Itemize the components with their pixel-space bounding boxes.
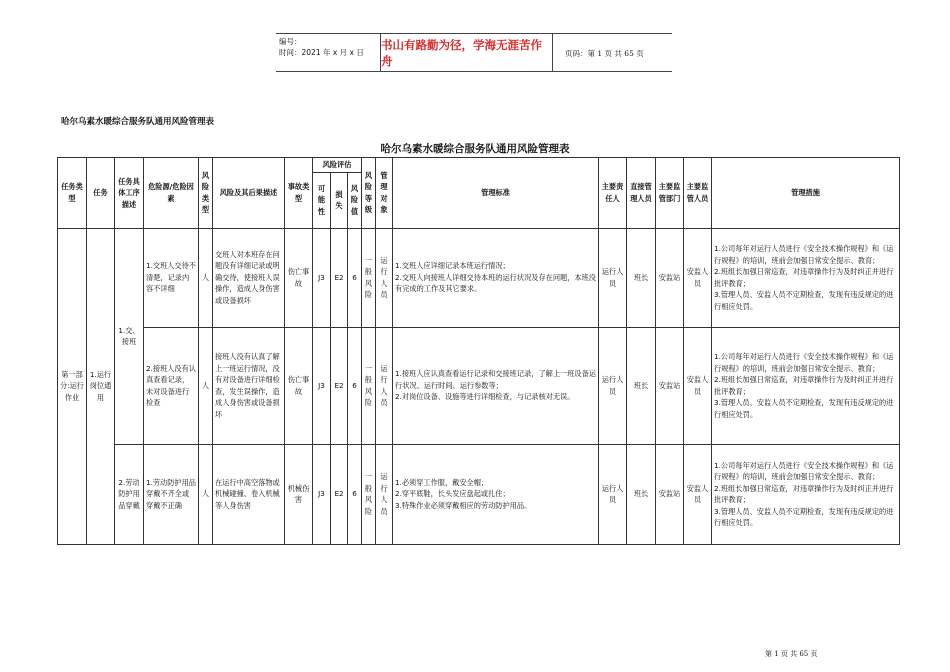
col-mgmt-measures: 管理措施 bbox=[712, 158, 900, 229]
supervisor-cell: 安监人员 bbox=[684, 228, 712, 327]
col-risk-desc: 风险及其后果描述 bbox=[213, 158, 285, 229]
supervisor-cell: 安监人员 bbox=[684, 444, 712, 544]
table-row bbox=[58, 327, 900, 444]
task-cell: 1.运行岗位通用 bbox=[87, 228, 115, 544]
mgmt-object-cell: 运行人员 bbox=[376, 327, 393, 444]
step-cell: 1.交、接班 bbox=[115, 228, 144, 444]
col-task-type: 任务类型 bbox=[58, 158, 87, 229]
col-possibility: 可能性 bbox=[313, 172, 331, 228]
risk-value-cell: 6 bbox=[348, 444, 362, 544]
supervisor-cell: 安监人员 bbox=[684, 327, 712, 444]
direct-manager-cell: 班长 bbox=[627, 327, 656, 444]
col-task-steps: 任务具体工序描述 bbox=[115, 158, 144, 229]
col-hazard: 危险源/危险因素 bbox=[144, 158, 199, 229]
risk-type-cell: 人 bbox=[199, 327, 213, 444]
loss-cell: E2 bbox=[331, 444, 348, 544]
col-main-responsible: 主要责任人 bbox=[599, 158, 627, 229]
risk-desc-cell: 交班人对本班存在问题没有详细记录或明确交待，使接班人误操作，造成人身伤害或设备损坏 bbox=[213, 228, 285, 327]
page-footer: 第 1 页 共 65 页 bbox=[765, 650, 818, 658]
risk-level-cell: 一般风险 bbox=[362, 228, 376, 327]
step-cell: 2.劳动防护用品穿戴 bbox=[115, 444, 144, 544]
col-risk-value: 风险值 bbox=[348, 172, 362, 228]
risk-value-cell: 6 bbox=[348, 228, 362, 327]
task-type-cell: 第一部分:运行作业 bbox=[58, 228, 87, 544]
accident-type-cell: 机械伤害 bbox=[285, 444, 313, 544]
risk-level-cell: 一般风险 bbox=[362, 444, 376, 544]
col-supervising-dept: 主要监管部门 bbox=[656, 158, 684, 229]
page-header bbox=[276, 33, 672, 72]
table-title: 哈尔乌素水暖综合服务队通用风险管理表 bbox=[380, 143, 570, 155]
risk-desc-cell: 在运行中高空落物或机械碰撞、卷入机械等人身伤害 bbox=[213, 444, 285, 544]
measures-cell: 1.公司每年对运行人员进行《安全技术操作规程》和《运行规程》的培训，班前会加强日常安全提示、教育； 2.班组长加强日常巡查，对违章操作行为及时纠正并进行批评教育； 3.管理人员、安监人员不定期检查，发现有违反规定的进行相应处罚。 bbox=[712, 444, 900, 544]
document-title: 哈尔乌素水暖综合服务队通用风险管理表 bbox=[61, 117, 215, 127]
table-row bbox=[58, 444, 900, 544]
hazard-cell: 1.劳动防护用品穿戴不齐全或穿戴不正确 bbox=[144, 444, 199, 544]
col-mgmt-object: 管理对象 bbox=[376, 158, 393, 229]
supervising-dept-cell: 安监站 bbox=[656, 327, 684, 444]
risk-desc-cell: 接班人没有认真了解上一班运行情况，没有对设备进行详细检查，发生误操作，造成人身伤害或设备损坏 bbox=[213, 327, 285, 444]
direct-manager-cell: 班长 bbox=[627, 444, 656, 544]
mgmt-object-cell: 运行人员 bbox=[376, 444, 393, 544]
measures-cell: 1.公司每年对运行人员进行《安全技术操作规程》和《运行规程》的培训，班前会加强日常安全提示、教育； 2.班组长加强日常巡查，对违章操作行为及时纠正并进行批评教育； 3.管理人员、安监人员不定期检查，发现有违反规定的进行相应处罚。 bbox=[712, 327, 900, 444]
mgmt-standard-cell: 1.接班人应认真查看运行记录和交接班记录，了解上一班设备运行状况、运行时间、运行参数等； 2.对岗位设备、设施等进行详细检查，与记录核对无误。 bbox=[393, 327, 599, 444]
col-task: 任务 bbox=[87, 158, 115, 229]
possibility-cell: J3 bbox=[313, 327, 331, 444]
possibility-cell: J3 bbox=[313, 228, 331, 327]
risk-management-table bbox=[57, 157, 900, 545]
col-risk-type: 风险类型 bbox=[199, 158, 213, 229]
risk-type-cell: 人 bbox=[199, 228, 213, 327]
col-risk-eval: 风险评估 bbox=[313, 158, 362, 173]
table-row bbox=[58, 228, 900, 327]
supervising-dept-cell: 安监站 bbox=[656, 444, 684, 544]
hazard-cell: 2.接班人没有认真查看记录，未对设备进行检查 bbox=[144, 327, 199, 444]
col-mgmt-standard: 管理标准 bbox=[393, 158, 599, 229]
accident-type-cell: 伤亡事故 bbox=[285, 228, 313, 327]
main-responsible-cell: 运行人员 bbox=[599, 444, 627, 544]
col-loss: 损失 bbox=[331, 172, 348, 228]
col-direct-manager: 直接管理人员 bbox=[627, 158, 656, 229]
mgmt-standard-cell: 1.必须穿工作服，戴安全帽； 2.穿平底鞋，长头发应盘起或扎住； 3.特殊作业必须穿戴相应的劳动防护用品。 bbox=[393, 444, 599, 544]
mgmt-standard-cell: 1.交班人应详细记录本班运行情况； 2.交班人向接班人详细交待本班的运行状况及存在问题，本班没有完成的工作及其它要求。 bbox=[393, 228, 599, 327]
accident-type-cell: 伤亡事故 bbox=[285, 327, 313, 444]
main-responsible-cell: 运行人员 bbox=[599, 228, 627, 327]
main-responsible-cell: 运行人员 bbox=[599, 327, 627, 444]
doc-number-label: 编号： bbox=[279, 37, 302, 46]
date-label: 时间：2021 年 x 月 x 日 bbox=[279, 48, 364, 57]
risk-level-cell: 一般风险 bbox=[362, 327, 376, 444]
header-page-label: 页码：第 1 页 共 65 页 bbox=[565, 49, 644, 58]
risk-value-cell: 6 bbox=[348, 327, 362, 444]
hazard-cell: 1.交班人交待不清楚，记录内容不详细 bbox=[144, 228, 199, 327]
col-accident-type: 事故类型 bbox=[285, 158, 313, 229]
loss-cell: E2 bbox=[331, 327, 348, 444]
loss-cell: E2 bbox=[331, 228, 348, 327]
col-supervisor: 主要监管人员 bbox=[684, 158, 712, 229]
risk-type-cell: 人 bbox=[199, 444, 213, 544]
col-risk-level: 风险等级 bbox=[362, 158, 376, 229]
motto-text: 书山有路勤为径，学海无涯苦作舟 bbox=[380, 34, 553, 71]
supervising-dept-cell: 安监站 bbox=[656, 228, 684, 327]
measures-cell: 1.公司每年对运行人员进行《安全技术操作规程》和《运行规程》的培训，班前会加强日常安全提示、教育； 2.班组长加强日常巡查，对违章操作行为及时纠正并进行批评教育； 3.管理人员、安监人员不定期检查，发现有违反规定的进行相应处罚。 bbox=[712, 228, 900, 327]
header-left bbox=[279, 36, 364, 58]
direct-manager-cell: 班长 bbox=[627, 228, 656, 327]
possibility-cell: J3 bbox=[313, 444, 331, 544]
mgmt-object-cell: 运行人员 bbox=[376, 228, 393, 327]
